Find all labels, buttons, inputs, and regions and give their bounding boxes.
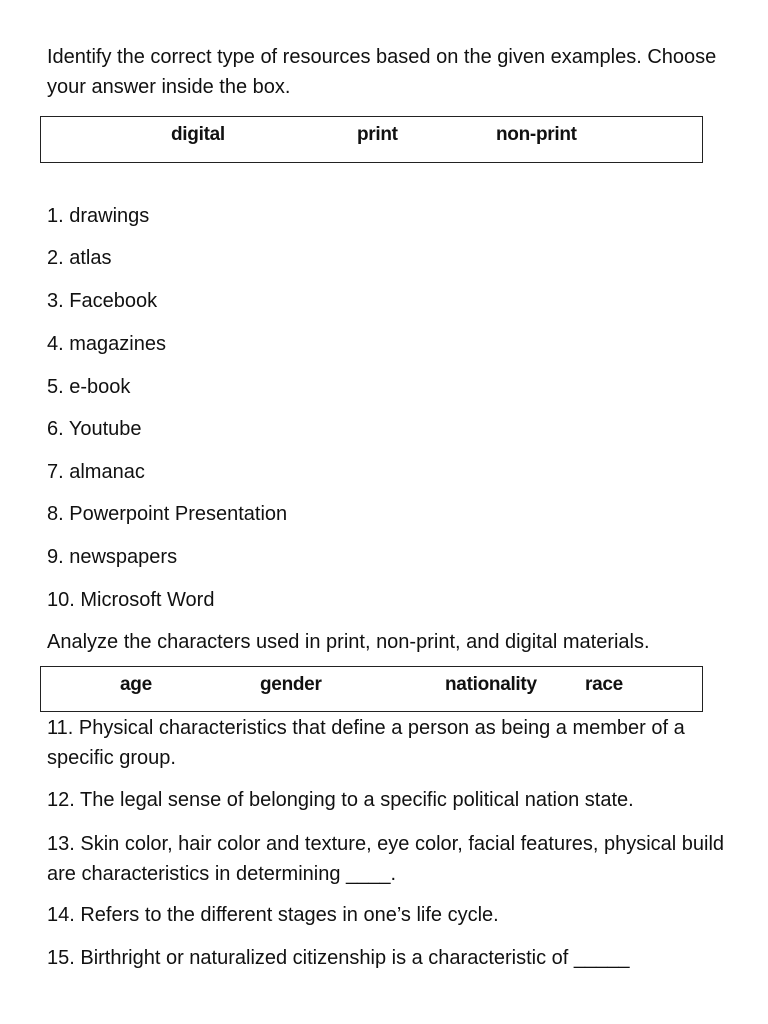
question-9: 9. newspapers — [47, 546, 178, 568]
question-2: 2. atlas — [47, 247, 112, 269]
question-4: 4. magazines — [47, 333, 166, 355]
choice-age: age — [120, 674, 152, 695]
choice-nationality: nationality — [445, 674, 537, 695]
resource-choice-box — [40, 116, 703, 163]
instructions-characters: Analyze the characters used in print, non-print, and digital materials. — [47, 631, 650, 653]
choice-gender: gender — [260, 674, 322, 695]
question-3: 3. Facebook — [47, 290, 158, 312]
question-8: 8. Powerpoint Presentation — [47, 503, 288, 525]
choice-race: race — [585, 674, 623, 695]
question-14: 14. Refers to the different stages in one’s life cycle. — [47, 904, 499, 926]
choice-non-print: non-print — [496, 124, 577, 145]
instructions-resources: Identify the correct type of resources based on the given examples. Choose your answer inside the box. — [47, 46, 717, 98]
character-choice-box — [40, 666, 703, 712]
question-10: 10. Microsoft Word — [47, 589, 215, 611]
question-11: 11. Physical characteristics that define a person as being a member of a specific group. — [47, 717, 685, 769]
question-6: 6. Youtube — [47, 418, 142, 440]
question-15: 15. Birthright or naturalized citizenship is a characteristic of _____ — [47, 947, 630, 969]
question-12: 12. The legal sense of belonging to a specific political nation state. — [47, 789, 634, 811]
choice-digital: digital — [171, 124, 225, 145]
question-5: 5. e-book — [47, 376, 131, 398]
question-1: 1. drawings — [47, 205, 150, 227]
choice-print: print — [357, 124, 398, 145]
question-13: 13. Skin color, hair color and texture, eye color, facial features, physical build are characteristics in determining ____. — [47, 833, 725, 885]
question-7: 7. almanac — [47, 461, 145, 483]
